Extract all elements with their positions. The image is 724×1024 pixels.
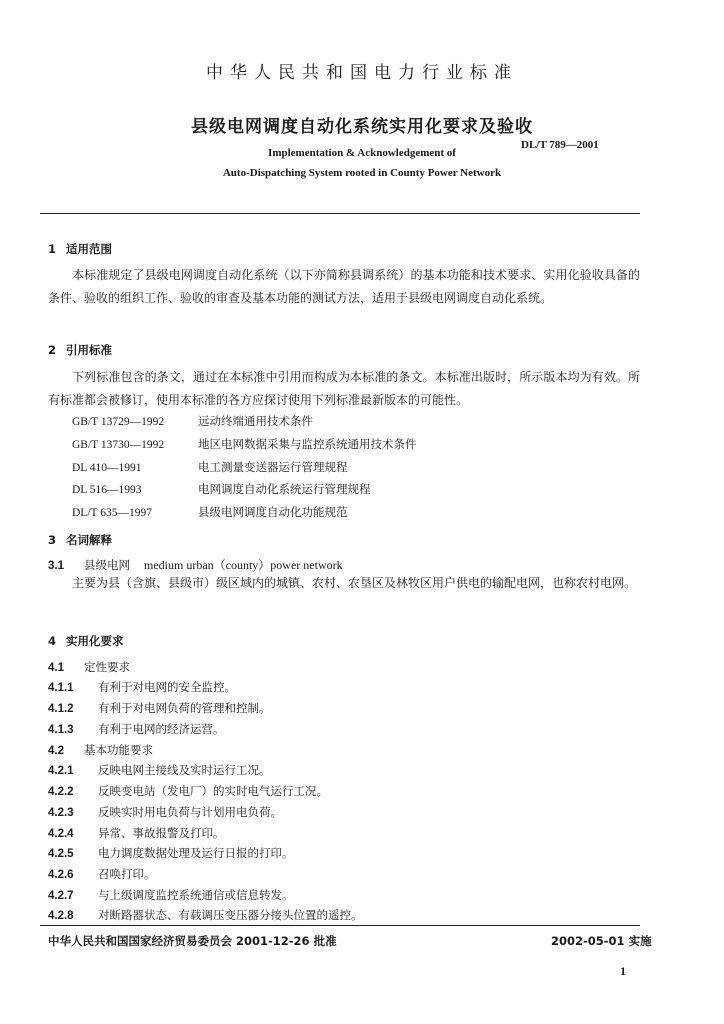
english-title-line2: Auto-Dispatching System rooted in County Power Network — [222, 167, 502, 179]
reference-standard — [72, 436, 417, 452]
item-number: 4.1.3 — [48, 724, 74, 736]
document-title: 县级电网调度自动化系统实用化要求及验收 — [191, 117, 533, 137]
reference-standard — [72, 504, 348, 520]
standard-code: DL/T 789—2001 — [521, 139, 599, 151]
item-text: 对断路器状态、有载调压变压器分接头位置的遥控。 — [98, 908, 363, 922]
item-text: 有利于电网的经济运营。 — [98, 722, 225, 736]
reference-name: 县级电网调度自动化功能规范 — [198, 505, 348, 519]
term-en: medium urban（county）power network — [144, 558, 343, 572]
reference-standard — [72, 413, 313, 429]
reference-name: 电网调度自动化系统运行管理规程 — [198, 482, 371, 496]
reference-code: DL 516—1993 — [72, 484, 142, 496]
list-item — [48, 887, 294, 903]
term-zh: 县级电网 — [84, 558, 130, 572]
paragraph-text: 主要为县（含旗、县级市）级区域内的城镇、农村、农垦区及林牧区用户供电的输配电网，也称农村电网。 — [72, 576, 637, 590]
section-1-heading — [48, 241, 112, 257]
list-item — [48, 679, 236, 695]
list-item — [48, 866, 156, 882]
item-number: 4.1.2 — [48, 703, 74, 715]
list-item — [48, 804, 282, 820]
footer-divider — [40, 925, 640, 926]
item-text: 反映实时用电负荷与计划用电负荷。 — [98, 805, 282, 819]
reference-code: GB/T 13729—1992 — [72, 416, 165, 428]
item-text: 有利于对电网负荷的管理和控制。 — [98, 701, 271, 715]
item-number: 4.2.6 — [48, 869, 74, 881]
reference-code: GB/T 13730—1992 — [72, 439, 165, 451]
item-text: 电力调度数据处理及运行日报的打印。 — [98, 846, 294, 860]
section-4-heading — [48, 633, 124, 649]
reference-name: 地区电网数据采集与监控系统通用技术条件 — [198, 437, 417, 451]
reference-name: 电工测量变送器运行管理规程 — [198, 460, 348, 474]
subsection-number: 4.1 — [48, 662, 64, 674]
section-number: 4 — [48, 634, 57, 648]
section-title: 名词解释 — [66, 533, 112, 547]
standard-category-header: 中华人民共和国电力行业标准 — [206, 63, 518, 83]
page-number: 1 — [620, 964, 626, 978]
reference-standard — [72, 481, 371, 497]
approval-statement: 中华人民共和国国家经济贸易委员会 2001-12-26 批准 — [48, 934, 337, 948]
paragraph-text: 本标准规定了县级电网调度自动化系统（以下亦简称县调系统）的基本功能和技术要求、实用化验收具备的条件、验收的组织工作、验收的审查及基本功能的测试方法，适用于县级电网调度自动化系统。 — [48, 268, 640, 305]
subsection-title: 基本功能要求 — [84, 743, 153, 757]
item-number: 4.2.5 — [48, 848, 74, 860]
section-number: 1 — [48, 242, 57, 256]
term-definition-heading — [48, 556, 343, 573]
section-3-paragraph — [48, 572, 640, 595]
item-number: 4.1.1 — [48, 682, 74, 694]
subsection-heading — [48, 742, 153, 758]
reference-name: 远动终端通用技术条件 — [198, 414, 313, 428]
section-number: 3 — [48, 533, 57, 547]
item-text: 反映电网主接线及实时运行工况。 — [98, 763, 271, 777]
reference-code: DL 410—1991 — [72, 462, 142, 474]
list-item — [48, 825, 225, 841]
reference-code: DL/T 635—1997 — [72, 507, 152, 519]
implementation-date: 2002-05-01 实施 — [551, 934, 652, 948]
section-title: 引用标准 — [66, 343, 112, 357]
list-item — [48, 845, 294, 861]
subsection-title: 定性要求 — [84, 660, 130, 674]
list-item — [48, 721, 225, 737]
item-number: 4.2.2 — [48, 786, 74, 798]
item-number: 4.2.4 — [48, 828, 74, 840]
subsection-heading — [48, 659, 130, 675]
section-2-paragraph — [48, 366, 640, 412]
item-text: 异常、事故报警及打印。 — [98, 826, 225, 840]
section-2-heading — [48, 342, 112, 358]
item-text: 有利于对电网的安全监控。 — [98, 680, 236, 694]
term-number: 3.1 — [48, 560, 64, 572]
section-title: 适用范围 — [66, 242, 112, 256]
section-title: 实用化要求 — [66, 634, 124, 648]
subsection-number: 4.2 — [48, 745, 64, 757]
list-item — [48, 783, 328, 799]
item-text: 反映变电站（发电厂）的实时电气运行工况。 — [98, 784, 328, 798]
item-number: 4.2.8 — [48, 910, 74, 922]
item-number: 4.2.7 — [48, 890, 74, 902]
list-item — [48, 700, 271, 716]
title-divider — [40, 213, 640, 214]
english-title-line1: Implementation & Acknowledgement of — [268, 147, 456, 159]
item-text: 召唤打印。 — [98, 867, 156, 881]
section-3-heading — [48, 532, 112, 548]
item-number: 4.2.1 — [48, 765, 74, 777]
item-number: 4.2.3 — [48, 807, 74, 819]
section-1-paragraph — [48, 264, 640, 310]
section-number: 2 — [48, 343, 57, 357]
list-item — [48, 762, 271, 778]
list-item — [48, 907, 363, 923]
reference-standard — [72, 459, 348, 475]
item-text: 与上级调度监控系统通信或信息转发。 — [98, 888, 294, 902]
paragraph-text: 下列标准包含的条文，通过在本标准中引用而构成为本标准的条文。本标准出版时，所示版本均为有效。所有标准都会被修订，使用本标准的各方应探讨使用下列标准最新版本的可能性。 — [48, 370, 640, 407]
